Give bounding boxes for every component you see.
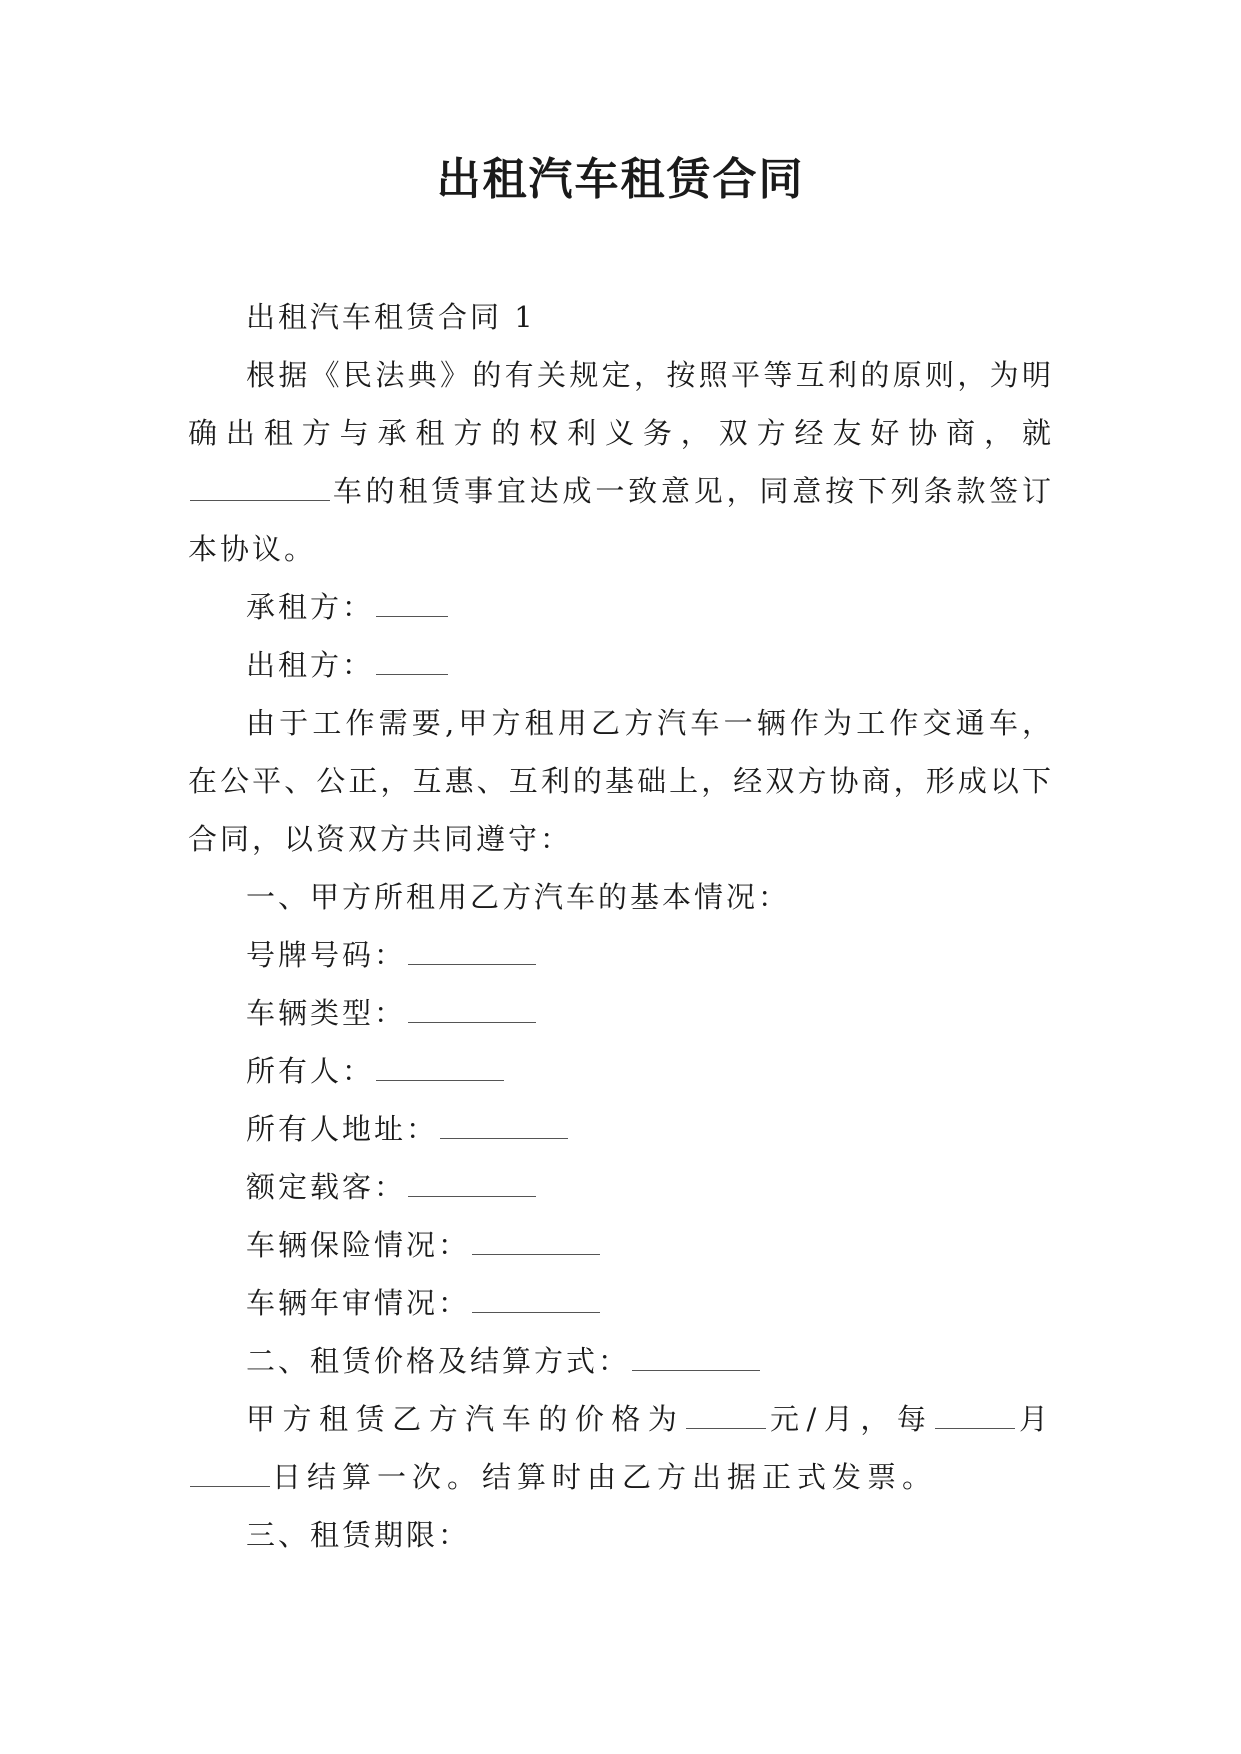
document-body xyxy=(188,288,1054,1564)
lessor-line xyxy=(188,636,1054,694)
clause2-text-c: 月 xyxy=(1017,1402,1054,1436)
lessor-blank xyxy=(376,646,448,675)
price-blank xyxy=(686,1400,766,1429)
field-inspection-label: 车辆年审情况： xyxy=(246,1286,471,1320)
field-plate xyxy=(188,926,1054,984)
clause3-heading-text: 三、租赁期限： xyxy=(246,1518,471,1552)
intro-text-part2: 车的租赁事宜达成一致意见，同意按下列条款签订本协议。 xyxy=(188,474,1054,566)
clause2-text-d: 日结算一次。结算时由乙方出据正式发票。 xyxy=(272,1460,938,1494)
clause2-heading xyxy=(188,1332,1054,1390)
clause2-text-a: 甲方租赁乙方汽车的价格为 xyxy=(246,1402,685,1436)
section-heading-text: 出租汽车租赁合同 1 xyxy=(246,300,536,334)
field-owner-blank xyxy=(376,1052,504,1081)
field-insurance-label: 车辆保险情况： xyxy=(246,1228,471,1262)
field-inspection xyxy=(188,1274,1054,1332)
lessee-line xyxy=(188,578,1054,636)
lessee-label: 承租方： xyxy=(246,590,375,624)
field-insurance-blank xyxy=(472,1226,600,1255)
field-owner-address-label: 所有人地址： xyxy=(246,1112,439,1146)
field-owner-address xyxy=(188,1100,1054,1158)
field-inspection-blank xyxy=(472,1284,600,1313)
document-title: 出租汽车租赁合同 xyxy=(436,154,805,205)
field-owner-address-blank xyxy=(440,1110,568,1139)
field-plate-label: 号牌号码： xyxy=(246,938,407,972)
field-plate-blank xyxy=(408,936,536,965)
month-blank xyxy=(935,1400,1015,1429)
clause3-heading xyxy=(188,1506,1054,1564)
lessor-label: 出租方： xyxy=(246,648,375,682)
field-capacity-blank xyxy=(408,1168,536,1197)
field-type-label: 车辆类型： xyxy=(246,996,407,1030)
clause2-heading-text: 二、租赁价格及结算方式： xyxy=(246,1344,631,1378)
intro-text-part1: 根据《民法典》的有关规定，按照平等互利的原则，为明确出租方与承租方的权利义务，双方经友好协商，就 xyxy=(188,358,1054,450)
field-insurance xyxy=(188,1216,1054,1274)
day-blank xyxy=(190,1458,270,1487)
clause2-paragraph xyxy=(188,1390,1054,1506)
clause1-heading xyxy=(188,868,1054,926)
field-capacity-label: 额定载客： xyxy=(246,1170,407,1204)
purpose-paragraph xyxy=(188,694,1054,868)
clause2-text-b: 元/月，每 xyxy=(768,1402,934,1436)
purpose-text: 由于工作需要,甲方租用乙方汽车一辆作为工作交通车，在公平、公正，互惠、互利的基础上，经双方协商，形成以下合同，以资双方共同遵守： xyxy=(188,706,1054,856)
section-heading xyxy=(188,288,1054,346)
vehicle-blank xyxy=(190,472,330,501)
field-type-blank xyxy=(408,994,536,1023)
field-owner-label: 所有人： xyxy=(246,1054,375,1088)
field-capacity xyxy=(188,1158,1054,1216)
clause2-blank xyxy=(632,1342,760,1371)
field-type xyxy=(188,984,1054,1042)
field-owner xyxy=(188,1042,1054,1100)
intro-paragraph xyxy=(188,346,1054,578)
lessee-blank xyxy=(376,588,448,617)
clause1-heading-text: 一、甲方所租用乙方汽车的基本情况： xyxy=(246,880,791,914)
